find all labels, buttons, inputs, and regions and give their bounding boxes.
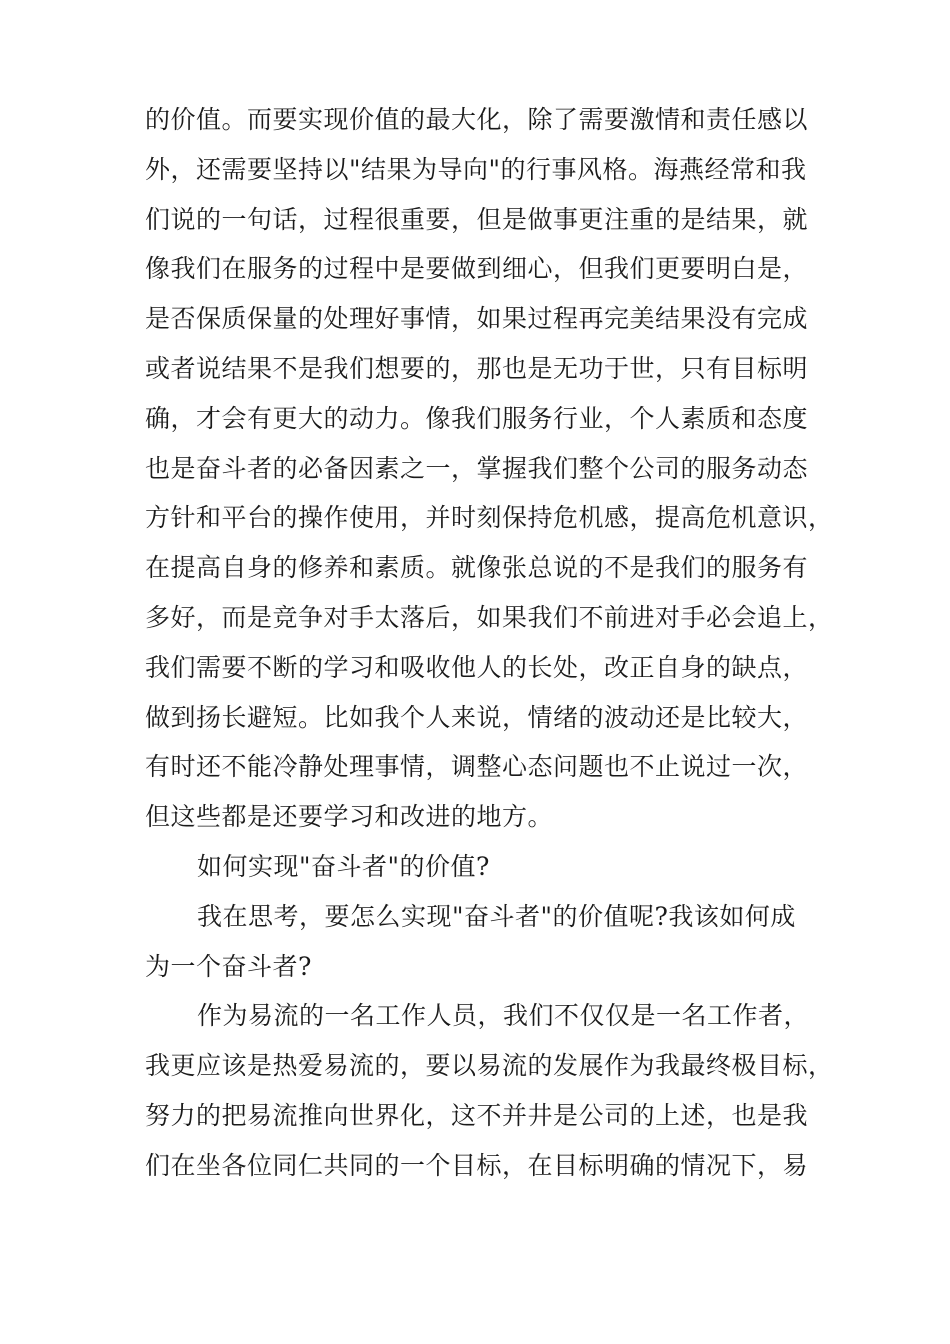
- text-line: 为一个奋斗者?: [145, 951, 312, 981]
- text-line: 在提高自身的修养和素质。就像张总说的不是我们的服务有: [145, 553, 809, 583]
- text-line: 我在思考，要怎么实现"奋斗者"的价值呢?我该如何成: [197, 901, 796, 931]
- text-line: 是否保质保量的处理好事情，如果过程再完美结果没有完成: [145, 304, 809, 334]
- body-text: [145, 95, 834, 1191]
- text-line: 努力的把易流推向世界化，这不并井是公司的上述，也是我: [145, 1100, 809, 1130]
- text-line: 方针和平台的操作使用，并时刻保持危机感，提高危机意识，: [145, 503, 834, 533]
- text-line: 外，还需要坚持以"结果为导向"的行事风格。海燕经常和我: [145, 154, 807, 184]
- text-line: 我更应该是热爱易流的，要以易流的发展作为我最终极目标，: [145, 1051, 834, 1081]
- text-line: 也是奋斗者的必备因素之一，掌握我们整个公司的服务动态: [145, 453, 809, 483]
- text-line: 的价值。而要实现价值的最大化，除了需要激情和责任感以: [145, 105, 809, 134]
- text-line: 们在坐各位同仁共同的一个目标，在目标明确的情况下，易: [145, 1150, 809, 1180]
- text-line: 有时还不能冷静处理事情，调整心态问题也不止说过一次，: [145, 752, 809, 782]
- text-line: 多好，而是竞争对手太落后，如果我们不前进对手必会追上，: [145, 602, 834, 632]
- text-line: 但这些都是还要学习和改进的地方。: [145, 802, 554, 832]
- text-line: 或者说结果不是我们想要的，那也是无功于世，只有目标明: [145, 353, 809, 383]
- section-heading: 如何实现"奋斗者"的价值?: [197, 851, 490, 881]
- text-line: 做到扬长避短。比如我个人来说，情绪的波动还是比较大，: [145, 702, 809, 732]
- text-line: 我们需要不断的学习和吸收他人的长处，改正自身的缺点，: [145, 652, 809, 682]
- text-line: 作为易流的一名工作人员，我们不仅仅是一名工作者，: [197, 1001, 810, 1031]
- text-line: 确，才会有更大的动力。像我们服务行业，个人素质和态度: [145, 403, 809, 433]
- text-line: 们说的一句话，过程很重要，但是做事更注重的是结果，就: [145, 204, 809, 234]
- text-line: 像我们在服务的过程中是要做到细心，但我们更要明白是，: [145, 254, 809, 284]
